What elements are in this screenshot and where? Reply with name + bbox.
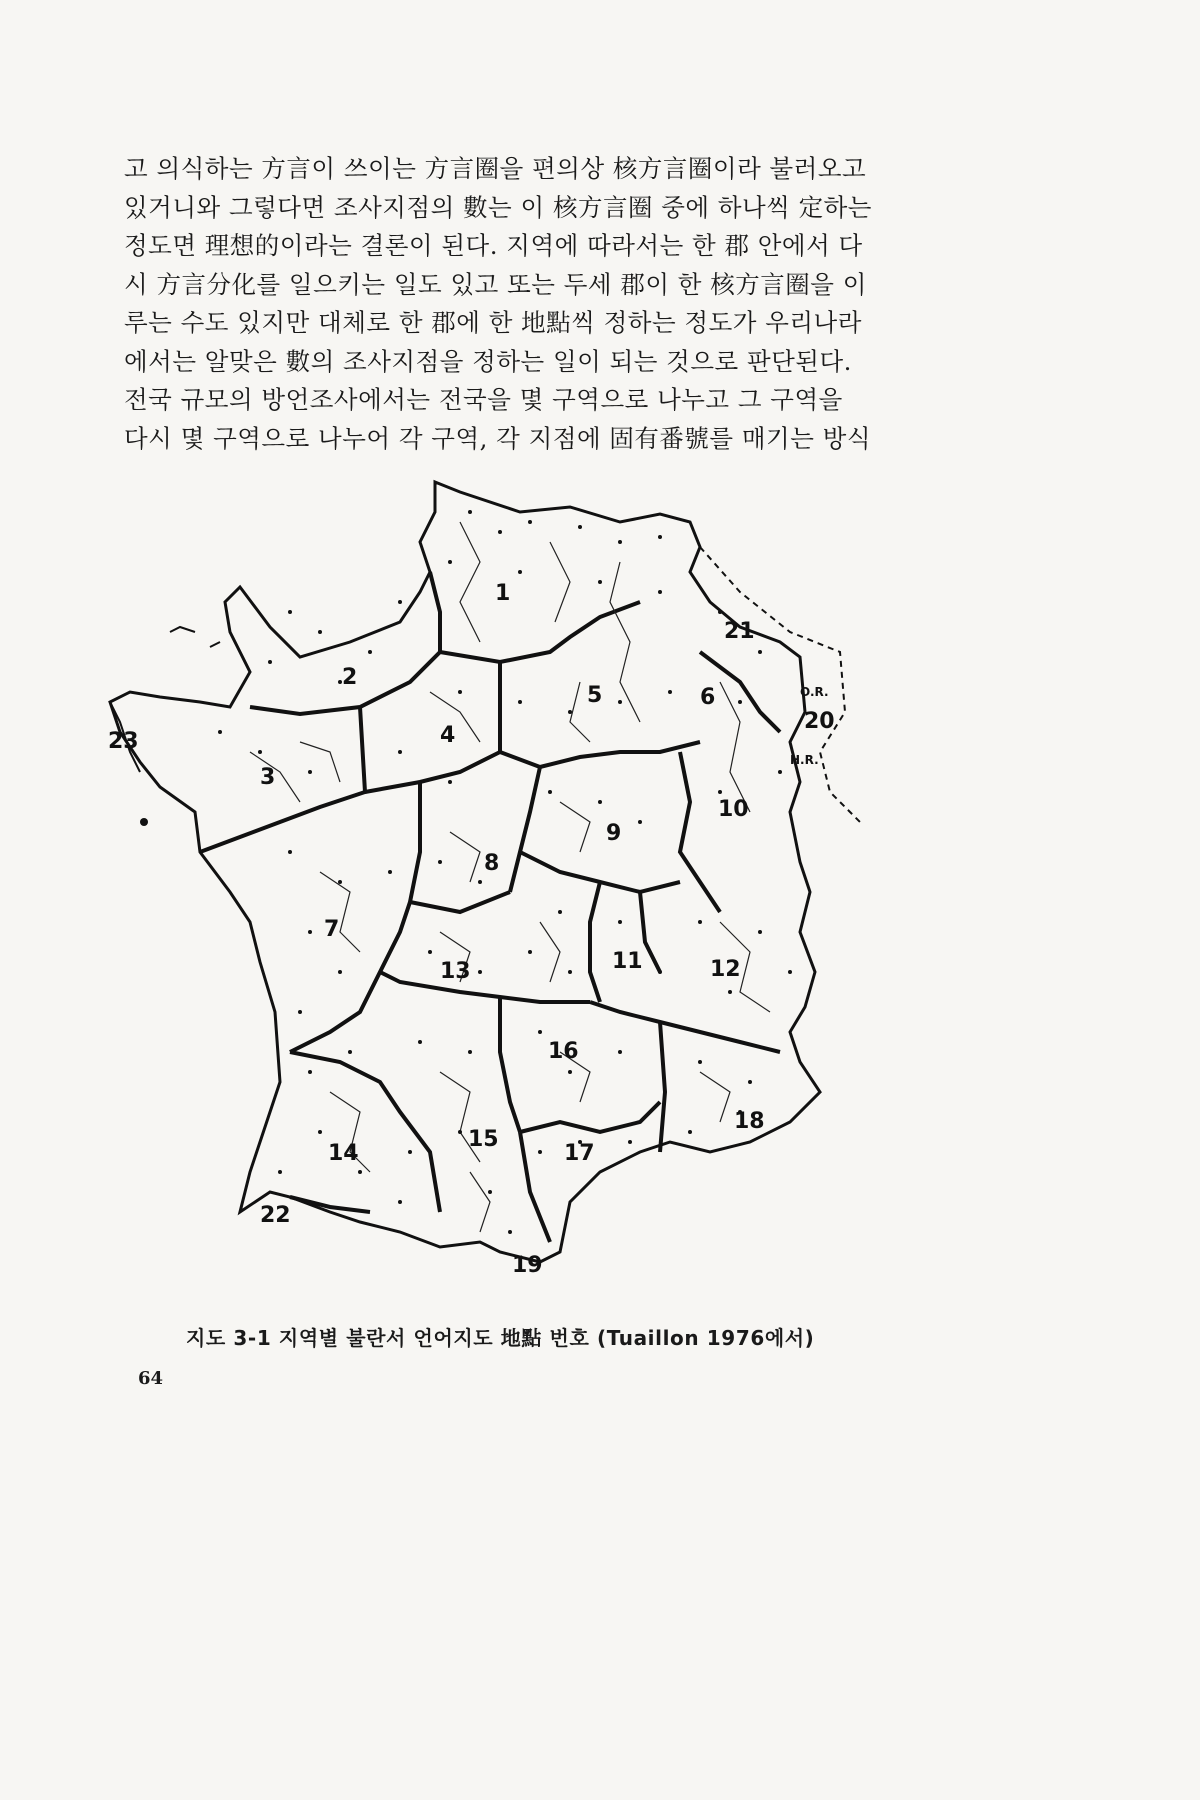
region-label-17: 17 — [564, 1141, 595, 1166]
region-label-8: 8 — [484, 851, 500, 876]
text-line: 고 의식하는 方言이 쓰이는 方言圈을 편의상 核方言圈이라 불러오고 — [124, 154, 867, 183]
region-label-9: 9 — [606, 821, 622, 846]
region-label-22: 22 — [260, 1203, 291, 1228]
island-mark — [140, 818, 148, 826]
region-label-4: 4 — [440, 723, 456, 748]
text-line: 다시 몇 구역으로 나누어 각 구역, 각 지점에 固有番號를 매기는 방식 — [124, 423, 872, 453]
region-label-1: 1 — [495, 581, 511, 606]
body-text — [124, 150, 894, 458]
text-line: 전국 규모의 방언조사에서는 전국을 몇 구역으로 나누고 그 구역을 — [124, 385, 843, 414]
text-line: 있거니와 그렇다면 조사지점의 數는 이 核方言圈 중에 하나씩 定하는 — [124, 192, 872, 222]
text-line: 루는 수도 있지만 대체로 한 郡에 한 地點씩 정하는 정도가 우리나라 — [124, 308, 862, 337]
france-dialect-map — [100, 452, 890, 1302]
region-label-23: 23 — [108, 729, 139, 754]
region-label-21: 21 — [724, 619, 755, 644]
region-label-14: 14 — [328, 1141, 359, 1166]
region-label-3: 3 — [260, 765, 276, 790]
region-label-13: 13 — [440, 959, 471, 984]
text-line: 에서는 알맞은 數의 조사지점을 정하는 일이 되는 것으로 판단된다. — [124, 346, 852, 376]
country-outline — [110, 482, 820, 1262]
region-label-5: 5 — [587, 683, 603, 708]
department-lines — [250, 522, 770, 1232]
border-dashed — [700, 547, 860, 822]
abbr-or: O.R. — [800, 685, 829, 699]
region-label-6: 6 — [700, 685, 716, 710]
region-label-20: 20 — [804, 709, 835, 734]
region-label-7: 7 — [324, 917, 340, 942]
region-label-12: 12 — [710, 957, 741, 982]
region-label-10: 10 — [718, 797, 749, 822]
region-label-11: 11 — [612, 949, 643, 974]
text-line: 정도면 理想的이라는 결론이 된다. 지역에 따라서는 한 郡 안에서 다 — [124, 231, 863, 260]
region-label-19: 19 — [512, 1253, 543, 1278]
page-number: 64 — [138, 1368, 164, 1389]
abbr-hr: H.R. — [790, 753, 819, 767]
text-line: 시 方言分化를 일으키는 일도 있고 또는 두세 郡이 한 核方言圈을 이 — [124, 269, 867, 299]
region-label-2: 2 — [342, 665, 358, 690]
region-label-18: 18 — [734, 1109, 765, 1134]
region-label-16: 16 — [548, 1039, 579, 1064]
map-svg — [100, 452, 890, 1302]
figure-caption: 지도 3-1 지역별 불란서 언어지도 地點 번호 (Tuaillon 1976에서) — [186, 1326, 815, 1350]
region-label-15: 15 — [468, 1127, 499, 1152]
survey-points — [218, 510, 792, 1234]
